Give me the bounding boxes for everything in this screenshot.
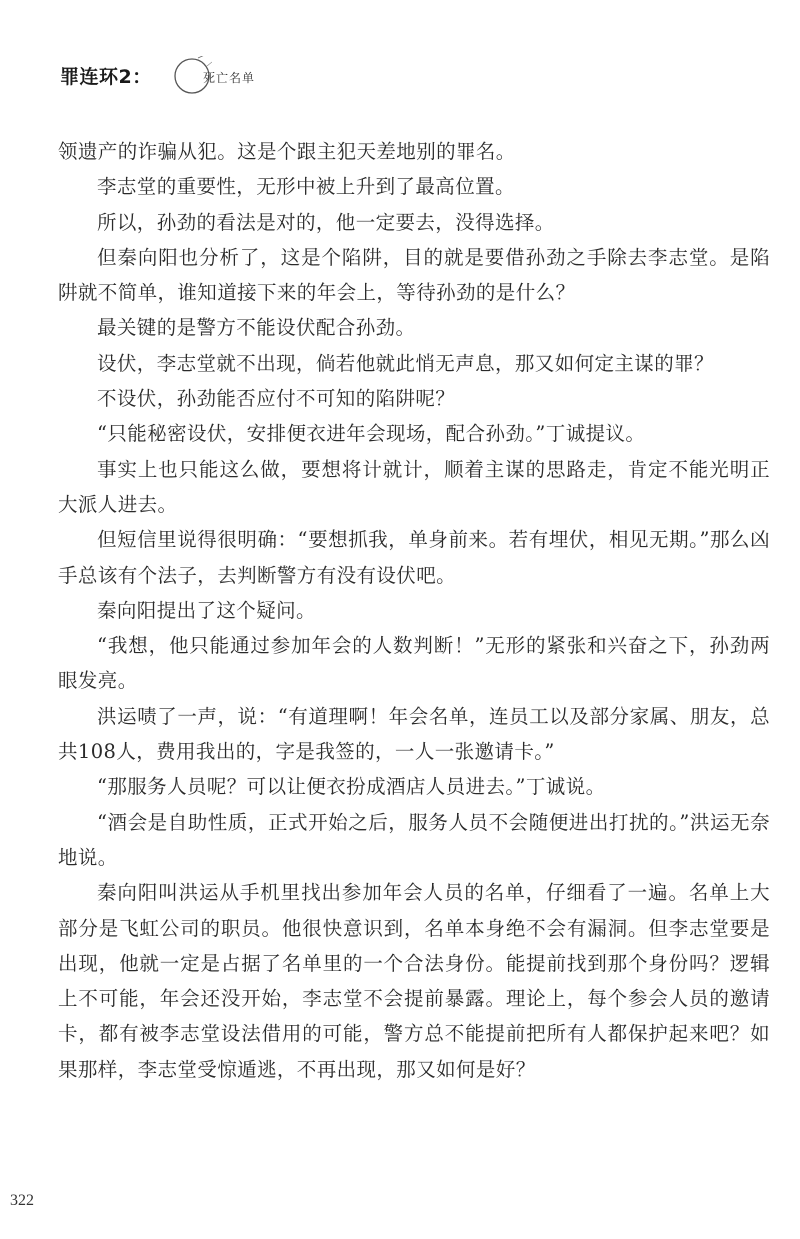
paragraph: 秦向阳叫洪运从手机里找出参加年会人员的名单，仔细看了一遍。名单上大部分是飞虹公司的职员。他很快意识到，名单本身绝不会有漏洞。但李志堂要是出现，他就一定是占据了名单里的一个合法身份。能提前找到那个身份吗？逻辑上不可能，年会还没开始，李志堂不会提前暴露。理论上，每个参会人员的邀请卡，都有被李志堂设法借用的可能，警方总不能提前把所有人都保护起来吧？如果那样，李志堂受惊遁逃，不再出现，那又如何是好？ (58, 881, 770, 1081)
paragraph: 秦向阳提出了这个疑问。 (97, 598, 316, 622)
page-number: 322 (10, 1192, 34, 1209)
paragraph: 设伏，李志堂就不出现，倘若他就此悄无声息，那又如何定主谋的罪？ (97, 351, 714, 375)
paragraph: 所以，孙劲的看法是对的，他一定要去，没得选择。 (97, 210, 555, 234)
paragraph: 不设伏，孙劲能否应付不可知的陷阱呢？ (97, 387, 456, 411)
running-header (60, 52, 320, 100)
paragraph: “我想，他只能通过参加年会的人数判断！”无形的紧张和兴奋之下，孙劲两眼发亮。 (58, 634, 770, 693)
paragraph: 但秦向阳也分析了，这是个陷阱，目的就是要借孙劲之手除去李志堂。是陷阱就不简单，谁知道接下来的年会上，等待孙劲的是什么？ (58, 245, 770, 305)
book-subtitle: 死亡名单 (203, 71, 256, 85)
paragraph: 最关键的是警方不能设伏配合孙劲。 (97, 316, 416, 340)
paragraph: 李志堂的重要性，无形中被上升到了最高位置。 (97, 175, 515, 199)
paragraph: “那服务人员呢？可以让便衣扮成酒店人员进去。”丁诚说。 (97, 775, 606, 799)
body-text (58, 134, 770, 1087)
paragraph: “只能秘密设伏，安排便衣进年会现场，配合孙劲。”丁诚提议。 (97, 422, 646, 446)
paragraph: 领遗产的诈骗从犯。这是个跟主犯天差地别的罪名。 (58, 140, 516, 163)
paragraph: 洪运啧了一声，说：“有道理啊！年会名单，连员工以及部分家属、朋友，总共108人，费用我出的，字是我签的，一人一张邀请卡。” (58, 704, 770, 764)
paragraph: 但短信里说得很明确：“要想抓我，单身前来。若有埋伏，相见无期。”那么凶手总该有个法子，去判断警方有没有设伏吧。 (58, 528, 770, 587)
paragraph: 事实上也只能这么做，要想将计就计，顺着主谋的思路走，肯定不能光明正大派人进去。 (58, 457, 770, 516)
book-title: 罪连环2： (60, 66, 152, 88)
paragraph: “酒会是自助性质，正式开始之后，服务人员不会随便进出打扰的。”洪运无奈地说。 (58, 810, 770, 869)
